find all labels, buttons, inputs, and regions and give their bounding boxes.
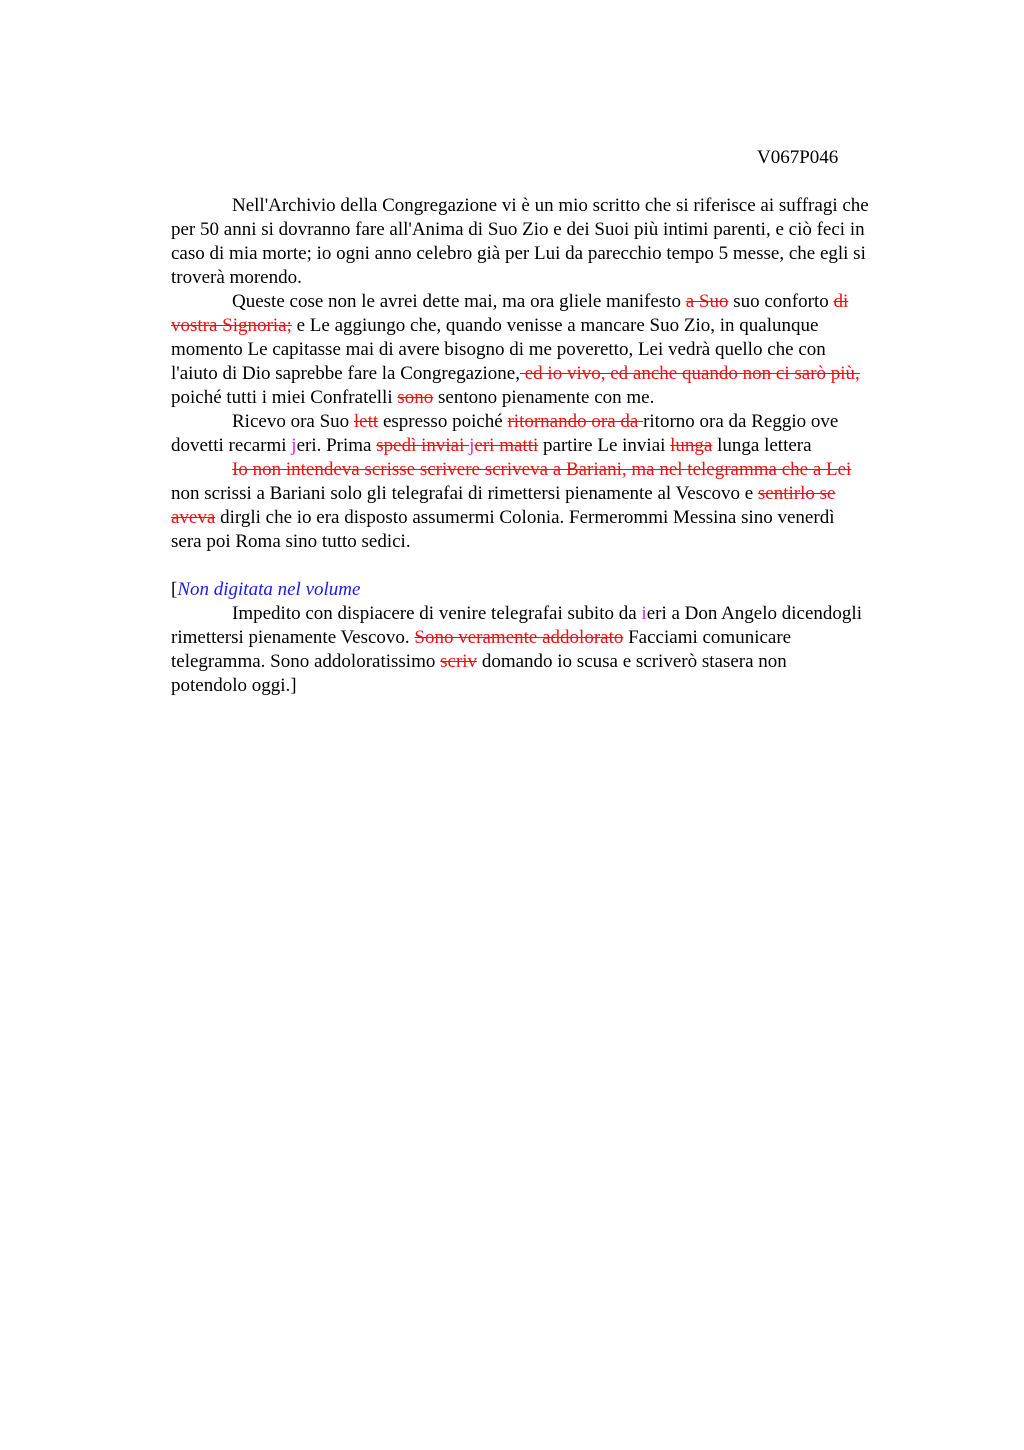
text-run: Impedito con dispiacere di venire telegrafai subito da — [232, 603, 642, 624]
text-line — [171, 242, 941, 266]
text-run: partire Le inviai — [538, 435, 671, 456]
deleted-text: lett — [353, 411, 379, 432]
text-line — [171, 650, 941, 674]
deleted-text: sentirlo se — [757, 483, 836, 504]
text-line — [171, 482, 941, 506]
text-line — [171, 266, 941, 290]
text-run: sentono pienamente con me. — [433, 387, 655, 408]
text-line — [171, 626, 941, 650]
text-run: eri a Don Angelo dicendogli — [646, 603, 862, 624]
text-run: momento Le capitasse mai di avere bisogno di me poveretto, Lei vedrà quello che con — [171, 339, 826, 360]
text-line — [171, 458, 941, 482]
deleted-text: eri matti — [474, 435, 539, 456]
deleted-text: scriv — [440, 651, 478, 672]
text-line — [171, 338, 941, 362]
text-run: potendolo oggi.] — [171, 675, 297, 696]
text-line — [171, 506, 941, 530]
editorial-note: Non digitata nel volume — [177, 579, 361, 600]
text-run: telegramma. Sono addoloratissimo — [171, 651, 441, 672]
deleted-text: a Suo — [685, 291, 729, 312]
text-run: Facciami comunicare — [623, 627, 792, 648]
text-run: per 50 anni si dovranno fare all'Anima di Suo Zio e dei Suoi più intimi parenti, e ciò feci in — [171, 219, 865, 240]
text-run: suo conforto — [728, 291, 834, 312]
deleted-text: ed io vivo, ed anche quando non ci sarò più, — [520, 363, 860, 384]
text-line — [171, 530, 941, 554]
text-line — [171, 410, 941, 434]
text-line — [171, 290, 941, 314]
letter-body — [171, 194, 941, 698]
blank-line — [171, 554, 941, 578]
deleted-text: spedì inviai — [376, 435, 470, 456]
text-run: Nell'Archivio della Congregazione vi è un mio scritto che si riferisce ai suffragi che — [232, 195, 869, 216]
inserted-text: j — [469, 435, 475, 456]
text-run: e Le aggiungo che, quando venisse a mancare Suo Zio, in qualunque — [291, 315, 819, 336]
text-run: rimettersi pienamente Vescovo. — [171, 627, 415, 648]
text-line — [171, 386, 941, 410]
text-run: troverà morendo. — [171, 267, 302, 288]
text-run: espresso poiché — [378, 411, 508, 432]
text-line — [171, 194, 941, 218]
text-line — [171, 578, 941, 602]
text-run: dovetti recarmi — [171, 435, 292, 456]
inserted-text: j — [291, 435, 297, 456]
text-line — [171, 218, 941, 242]
text-run: ritorno ora da Reggio ove — [643, 411, 839, 432]
text-run: non scrissi a Bariani solo gli telegrafai di rimettersi pienamente al Vescovo e — [171, 483, 758, 504]
deleted-text: vostra Signoria; — [171, 315, 292, 336]
deleted-text: Io non intendeva scrisse scrivere scriveva a Bariani, ma nel telegramma che a Lei — [232, 459, 852, 480]
page-identifier: V067P046 — [757, 147, 839, 168]
text-run: lunga lettera — [712, 435, 812, 456]
deleted-text: Sono veramente addolorato — [414, 627, 624, 648]
text-line — [171, 602, 941, 626]
text-run: poiché tutti i miei Confratelli — [171, 387, 398, 408]
text-run: l'aiuto di Dio saprebbe fare la Congregazione, — [171, 363, 520, 384]
text-run: dirgli che io era disposto assumermi Colonia. Fermerommi Messina sino venerdì — [215, 507, 835, 528]
text-line — [171, 362, 941, 386]
text-run: Ricevo ora Suo — [232, 411, 354, 432]
inserted-text: i — [641, 603, 647, 624]
text-run: [ — [171, 579, 178, 600]
text-run: sera poi Roma sino tutto sedici. — [171, 531, 411, 552]
text-line — [171, 314, 941, 338]
text-run: Queste cose non le avrei dette mai, ma ora gliele manifesto — [232, 291, 686, 312]
text-run: eri. Prima — [296, 435, 377, 456]
text-run: domando io scusa e scriverò stasera non — [477, 651, 787, 672]
text-line — [171, 434, 941, 458]
deleted-text: lunga — [670, 435, 713, 456]
deleted-text: aveva — [171, 507, 216, 528]
deleted-text: ritornando ora da — [507, 411, 644, 432]
text-run: caso di mia morte; io ogni anno celebro già per Lui da parecchio tempo 5 messe, che egli si — [171, 243, 866, 264]
text-line — [171, 674, 941, 698]
deleted-text: di — [833, 291, 849, 312]
deleted-text: sono — [397, 387, 434, 408]
